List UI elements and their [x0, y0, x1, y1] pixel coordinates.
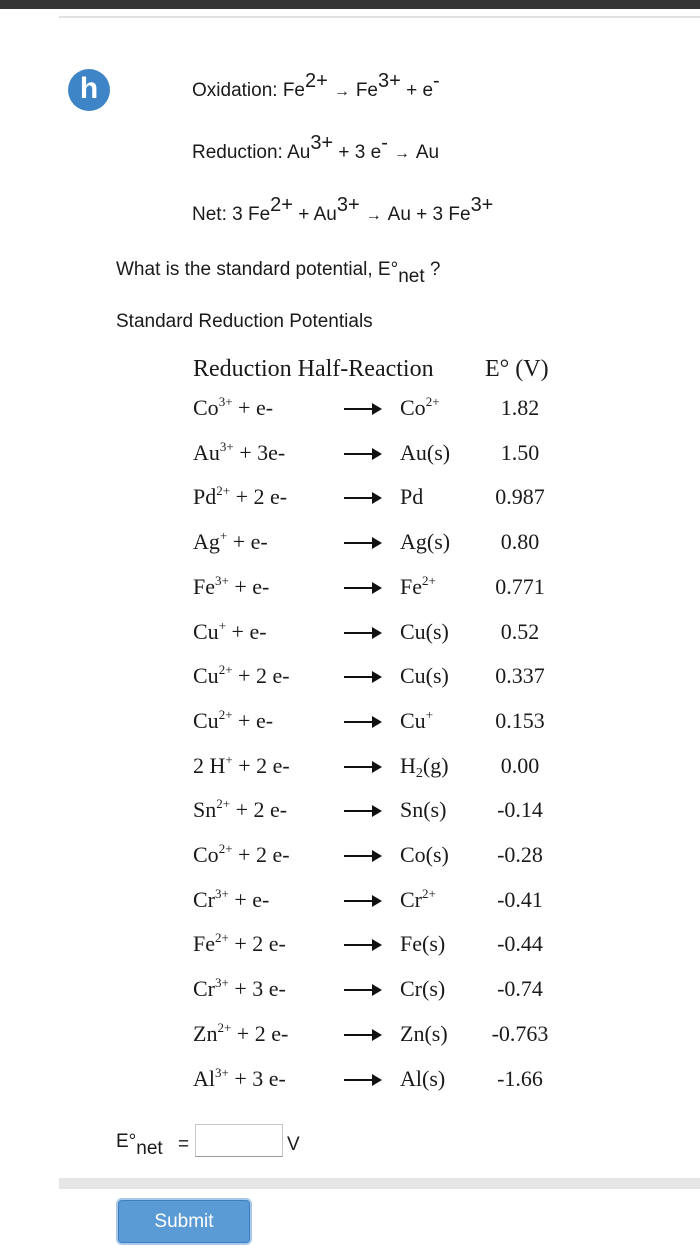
reaction-product: Co(s): [400, 842, 449, 867]
reaction-product: Cu(s): [400, 663, 449, 689]
reaction-product: Cu+: [400, 706, 434, 733]
answer-label: $E^\circ_{net}$: [116, 1131, 163, 1159]
reaction-product: Al(s): [400, 1065, 446, 1091]
reaction-reactants: $Zn^{2+} + 2$ e-: [193, 1019, 289, 1046]
reaction-reactants: $Au^{3+} + 3e-$: [193, 438, 286, 465]
potential-value: -1.66: [497, 1065, 543, 1091]
right-arrow-icon: [344, 497, 380, 499]
top-bar: [0, 0, 700, 9]
reaction-reactants: $Co^{3+} + e-$: [193, 394, 274, 420]
answer-input[interactable]: [195, 1124, 283, 1157]
top-divider: [59, 16, 700, 18]
right-arrow-icon: [344, 632, 380, 634]
reaction-reactants: $Al^{3+} + 3$ e-: [193, 1064, 286, 1091]
question-text: What is the standard potential, $E^\circ_{net}$ ?: [116, 259, 441, 287]
potential-value: 0.987: [495, 484, 545, 510]
potential-value: 0.771: [495, 573, 545, 599]
reaction-reactants: $Pd^{2+} + 2$ e-: [193, 483, 288, 510]
net-equation: Net: 3 $Fe^{2+} + Au^{3+} \to Au + 3$ $Fe^{3+}$: [192, 194, 494, 225]
potential-value: 0.337: [495, 663, 545, 689]
reaction-product: $Co^{2+}$: [400, 394, 440, 420]
table-header-potential: E° (V): [485, 356, 549, 382]
reaction-reactants: Ag+ + e-: [193, 528, 268, 555]
reaction-product: Fe(s): [400, 931, 446, 957]
potential-value: -0.44: [497, 931, 543, 957]
answer-unit: V: [287, 1134, 300, 1155]
reaction-product: $Fe^{2+}$: [400, 572, 436, 599]
table-title: Standard Reduction Potentials: [116, 311, 373, 332]
oxidation-equation: Oxidation: $Fe^{2+} \to Fe^{3+} + e^-$: [192, 70, 440, 101]
reaction-reactants: $Sn^{2+} + 2$ e-: [193, 796, 288, 823]
right-arrow-icon: [344, 944, 380, 946]
right-arrow-icon: [344, 453, 380, 455]
potential-value: 0.153: [495, 707, 545, 733]
right-arrow-icon: [344, 721, 380, 723]
potential-value: -0.14: [497, 797, 543, 823]
submit-divider: [59, 1178, 700, 1189]
right-arrow-icon: [344, 408, 380, 410]
potential-value: -0.763: [491, 1020, 549, 1046]
reaction-product: $H_2(g)$: [400, 752, 449, 781]
right-arrow-icon: [344, 542, 380, 544]
potential-value: -0.41: [497, 886, 543, 912]
right-arrow-icon: [344, 855, 380, 857]
reaction-reactants: $Cr^{3+} + e-$: [193, 885, 270, 912]
right-arrow-icon: [344, 1079, 380, 1081]
reaction-product: $Cr^{2+}$: [400, 885, 436, 912]
reaction-product: Zn(s): [400, 1020, 448, 1046]
reaction-product: Pd: [400, 484, 424, 510]
reaction-product: Au(s): [400, 439, 451, 465]
right-arrow-icon: [344, 810, 380, 812]
right-arrow-icon: [344, 676, 380, 678]
reduction-equation: Reduction: $Au^{3+} + 3$ e- → Au: [192, 132, 440, 163]
right-arrow-icon: [344, 989, 380, 991]
right-arrow-icon: [344, 900, 380, 902]
hint-badge-icon: h: [68, 69, 110, 111]
answer-equals: =: [178, 1134, 190, 1155]
reaction-reactants: $Cu^{2+} + 2$ e-: [193, 662, 290, 689]
right-arrow-icon: [344, 1034, 380, 1036]
reaction-reactants: $Cr^{3+} + 3$ e-: [193, 975, 286, 1002]
potential-value: 0.52: [500, 618, 540, 644]
right-arrow-icon: [344, 587, 380, 589]
reaction-product: Ag(s): [400, 529, 451, 555]
reaction-product: Sn(s): [400, 797, 447, 823]
submit-button[interactable]: Submit: [118, 1200, 250, 1243]
potential-value: 0.80: [500, 529, 540, 555]
potential-value: -0.28: [497, 842, 543, 867]
reaction-product: Cr(s): [400, 976, 446, 1002]
reaction-reactants: $Fe^{2+} + 2$ e-: [193, 930, 286, 957]
potential-value: 0.00: [500, 752, 540, 778]
table-header-reaction: Reduction Half-Reaction: [193, 356, 434, 382]
reaction-product: Cu(s): [400, 618, 449, 644]
reaction-reactants: $Co^{2+} + 2$ e-: [193, 841, 290, 867]
potential-value: 1.82: [500, 395, 540, 420]
reaction-reactants: 2 H+ + 2 e-: [193, 751, 290, 778]
potential-value: -0.74: [497, 976, 543, 1002]
reaction-reactants: $Fe^{3+} + e-$: [193, 572, 270, 599]
reaction-reactants: Cu+ + e-: [193, 617, 267, 644]
potential-value: 1.50: [500, 439, 540, 465]
reaction-reactants: $Cu^{2+} + e-$: [193, 706, 274, 733]
right-arrow-icon: [344, 766, 380, 768]
